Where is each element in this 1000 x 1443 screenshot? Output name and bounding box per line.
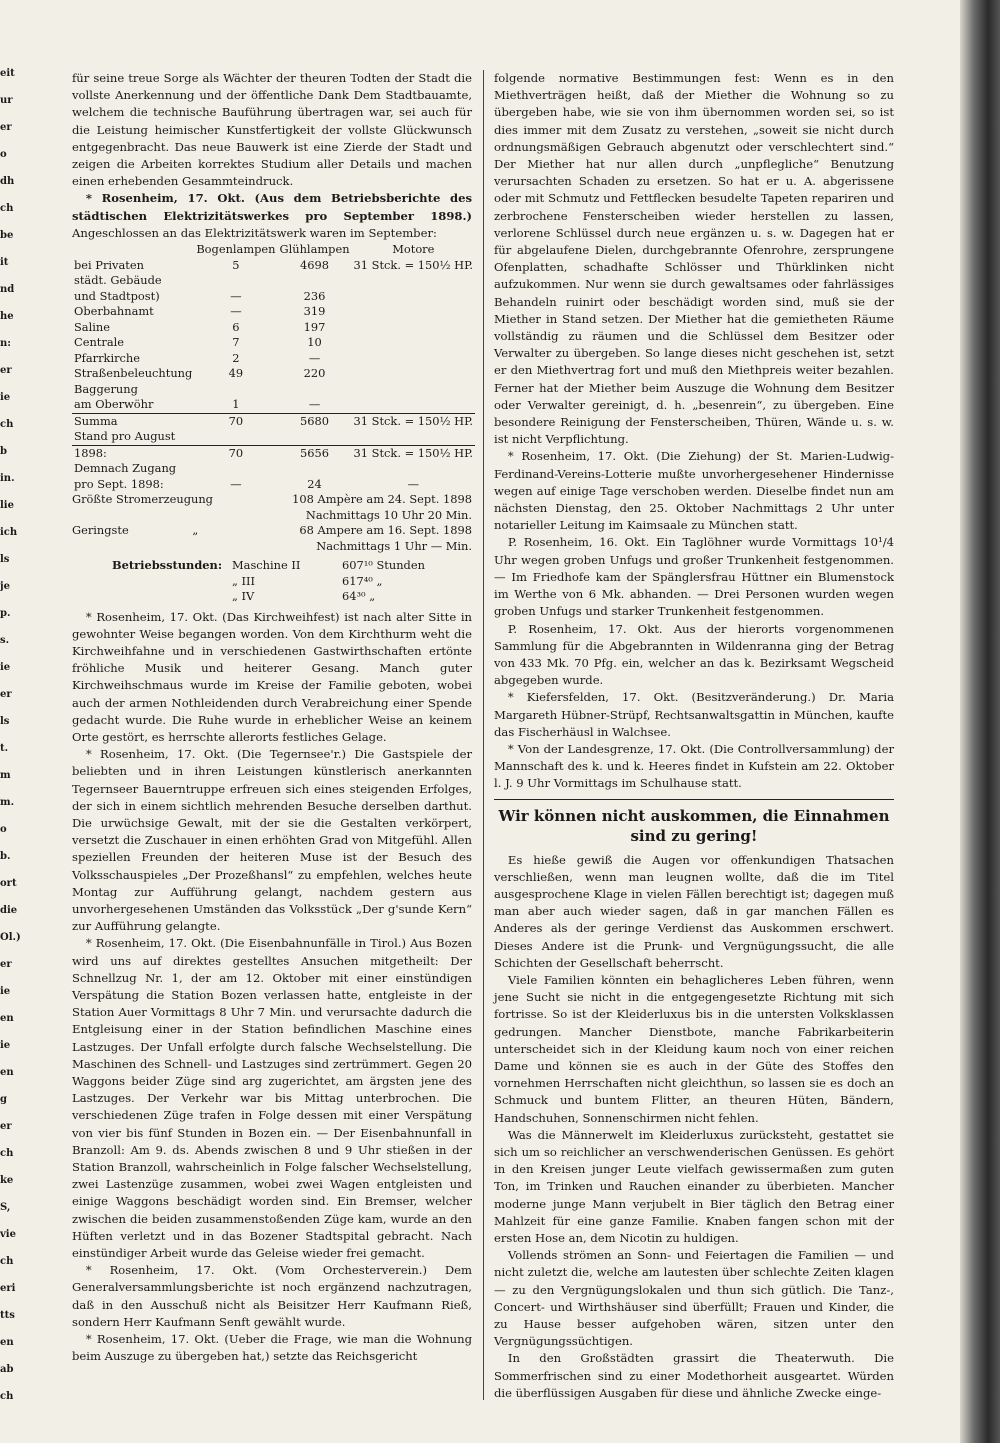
table-cell: 31 Stck. = 150½ HP. xyxy=(353,445,474,460)
table-cell: Pfarrkirche xyxy=(74,350,141,365)
table-cell: 2 xyxy=(232,350,240,365)
table-row xyxy=(72,382,475,398)
table-row xyxy=(72,429,475,445)
operating-hours-row xyxy=(232,558,425,574)
stat-value: Nachmittags 1 Uhr — Min. xyxy=(316,538,472,553)
section-heading xyxy=(494,806,894,846)
left-column xyxy=(72,70,472,1365)
table-cell: am Oberwöhr xyxy=(74,397,154,412)
table-row xyxy=(72,445,475,461)
fragment-text: eit xyxy=(0,68,15,79)
fragment-text: m. xyxy=(0,797,15,808)
fragment-text: o xyxy=(0,149,7,160)
table-cell: 1898: xyxy=(72,445,194,461)
table-row xyxy=(72,320,475,336)
book-spine xyxy=(960,0,1000,1443)
fragment-text: ab xyxy=(0,1364,14,1375)
article-paragraph: Vollends strömen an Sonn- und Feiertagen die Familien — und nicht zuletzt die, welche am lautesten über schlechte Zeiten klagen — zu den Vergnügungslokalen und thun sich gütlich. Die Tanz-, Concert- und Wirthshäuser sind überfüllt; Frauen und Kinder, die zu Hause besser aufgehoben wären, sitzen unter den Vergnügungssüchtigen. xyxy=(494,1248,894,1349)
article-paragraph: * Kiefersfelden, 17. Okt. (Besitzveränderung.) Dr. Maria Margareth Hübner-Strüpf, Rechtsanwaltsgattin in München, kaufte das Fischerhäusl in Walchsee. xyxy=(494,690,894,739)
table-cell xyxy=(278,382,352,398)
table-cell: Oberbahnamt xyxy=(74,304,154,319)
table-cell: — xyxy=(407,476,419,491)
fragment-text: er xyxy=(0,689,12,700)
table-cell: 10 xyxy=(307,335,322,350)
max-power-row xyxy=(72,492,472,508)
fragment-text: be xyxy=(0,230,14,241)
fragment-text: ch xyxy=(0,1256,14,1267)
fragment-text: dh xyxy=(0,176,15,187)
section-heading-line: sind zu gering! xyxy=(630,826,758,845)
fragment-text: er xyxy=(0,365,12,376)
article-paragraph: * Rosenheim, 17. Okt. (Ueber die Frage, wie man die Wohnung beim Auszuge zu übergeben hat,) setzte das Reichsgericht xyxy=(72,1332,472,1364)
stat-value: 68 Ampere am 16. Sept. 1898 xyxy=(299,523,472,538)
article-group xyxy=(72,609,472,1366)
article-paragraph: Was die Männerwelt im Kleiderluxus zurücksteht, gestattet sie sich um so reichlicher an verschwenderischen Genüssen. Es gehört in den Kreisen junger Leute vielfach gewissermaßen zum guten Ton, im Trinken und Rauchen einander zu überbieten. Mancher moderne junge Mann verjubelt in Bier täglich den Betrag einer Mahlzeit für eine ganze Familie. Knaben fangen schon mit der ersten Hose an, dem Nicotin zu huldigen. xyxy=(494,1127,894,1245)
table-cell xyxy=(194,273,277,289)
table-cell: 5656 xyxy=(278,445,352,461)
table-cell: Centrale xyxy=(74,335,124,350)
article-paragraph: * Rosenheim, 17. Okt. (Das Kirchweihfest) ist nach alter Sitte in gewohnter Weise begangen worden. Von dem Kirchthurm weht die Kirchweihfahne und in verschiedenen Gastwirthschaften ertönte fröhliche Musik und heiterer Gesang. Manch guter Kirchweihschmaus wurde im Kreise der Familie geboten, wobei auch der armen Nothleidenden durch Verabreichung einer Spende gedacht wurde. Die Ruhe wurde in erheblicher Weise an keinem Orte gestört, es herrschte allerorts festliches Gelage. xyxy=(72,609,472,744)
table-row xyxy=(72,477,475,493)
table-cell: — xyxy=(230,288,242,303)
fragment-text: ie xyxy=(0,1040,11,1051)
fragment-text: er xyxy=(0,959,12,970)
table-header-cell: Glühlampen xyxy=(279,242,350,257)
fragment-text: it xyxy=(0,257,9,268)
table-header-row xyxy=(72,242,475,258)
table-cell xyxy=(352,304,476,320)
column-divider xyxy=(483,70,484,1400)
article-paragraph: * Rosenheim, 17. Okt. (Vom Orchesterverein.) Dem Generalversammlungsberichte ist noch ergänzend nachzutragen, daß in den Ausschuß nicht als Beisitzer Herr Kaufmann Rieß, sondern Herr Kaufmann Senft gewählt wurde. xyxy=(72,1263,472,1329)
fragment-text: Ol.) xyxy=(0,932,21,943)
fragment-text: eri xyxy=(0,1283,16,1294)
table-cell xyxy=(352,366,476,382)
table-cell: — xyxy=(308,397,321,412)
article-paragraph: folgende normative Bestimmungen fest: Wenn es in den Miethverträgen heißt, daß der Miether die Wohnung so zu übergeben habe, wie sie von ihm übernommen worden sei, so ist dies immer mit dem Zusatz zu verstehen, „soweit sie nicht durch ordnungsmäßigen Gebrauch abgenutzt oder verschlechtert sind.“ Der Miether hat nur allen durch „unpflegliche“ Benutzung verursachten Schaden zu ersetzen. So hat er u. A. abgerissene oder mit Schmutz und Fettflecken besudelte Tapeten repariren und zerbrochene Fensterscheiben wieder herstellen zu lassen, verlorene Schlüssel durch neue ergänzen u. s. w. Dagegen hat er für abgelaufene Dielen, durchgebrannte Ofenrohre, zersprungene Ofenplatten, schadhafte Schlösser und Thürklinken nicht aufzukommen. Nur wenn sie durch gewaltsames oder fahrlässiges Behandeln ruinirt oder beschädigt worden sind, muß sie der Miether in Stand setzen. Der Miether hat die gemietheten Räume vollständig zu räumen und die Schlüssel dem Besitzer oder Verwalter zu übergeben. So lange dieses nicht geschehen ist, setzt er den Miethvertrag fort und muß den Miethpreis weiter bezahlen. Ferner hat der Miether beim Auszuge die Wohnung dem Besitzer oder Verwalter gereinigt, d. h. „besenrein“, zu übergeben. Eine besondere Reinigung der Fensterscheiben, Thüren, Wände u. s. w. ist nicht Verpflichtung. xyxy=(494,71,894,447)
article-dateline: * Rosenheim, 17. Okt. (Aus dem Betriebsberichte des städtischen Elektrizitätswerkes pro September 1898.) xyxy=(72,191,472,223)
fragment-text: t. xyxy=(0,743,9,754)
electricity-statistics-table xyxy=(72,242,475,492)
table-cell: 24 xyxy=(307,476,322,491)
table-cell xyxy=(352,273,476,289)
table-cell: 1 xyxy=(232,397,240,412)
machine-hours: 617⁴⁰ „ xyxy=(342,573,383,588)
machine-label: Maschine II xyxy=(232,558,301,573)
table-cell: — xyxy=(230,304,242,319)
table-cell: 70 xyxy=(194,413,277,429)
table-cell xyxy=(352,351,476,367)
article-paragraph: P. Rosenheim, 17. Okt. Aus der hierorts vorgenommenen Sammlung für die Abgebrannten in Wildenranna ging der Betrag von 433 Mk. 70 Pfg. ein, welcher an das k. Bezirksamt Wegscheid abgegeben wurde. xyxy=(494,621,894,688)
table-row xyxy=(72,258,475,274)
article-paragraph: * Rosenheim, 17. Okt. (Die Eisenbahnunfälle in Tirol.) Aus Bozen wird uns auf direktes gestelltes Ansuchen mitgetheilt: Der Schnellzug Nr. 1, der am 12. Oktober mit einer einstündigen Verspätung die Station Bozen verlassen hatte, entgleiste in der Station Auer Vormittags 8 Uhr 7 Min. und verursachte dadurch die Entgleisung einer in der Station befindlichen Maschine eines Lastzuges. Der Unfall erfolgte durch falsche Wechselstellung. Die Maschinen des Schnell- und Lastzuges sind zertrümmert. Gegen 20 Waggons beider Züge sind arg zugerichtet, am ärgsten jene des Lastzuges. Der Verkehr war bis Mittag unterbrochen. Die verschiedenen Züge trafen in Folge dessen mit einer Verspätung von vier bis fünf Stunden in Bozen ein. — Der Eisenbahnunfall in Branzoll: Am 9. ds. Abends zwischen 8 und 9 Uhr stießen in der Station Branzoll, wahrscheinlich in Folge falscher Wechselstellung, zwei Lastenzüge zusammen, wobei zwei Wagen entgleisten und einige Waggons beschädigt worden sind. Ein Bremser, welcher zwischen die beiden zusammenstoßenden Züge kam, wurde an den Hüften verletzt und in das Bozener Stadtspital gebracht. Nach einstündiger Arbeit wurde das Geleise wieder frei gemacht. xyxy=(72,936,472,1261)
table-cell xyxy=(352,397,476,413)
fragment-text: m xyxy=(0,770,11,781)
stat-value: Nachmittags 10 Uhr 20 Min. xyxy=(305,507,472,522)
fragment-text: o xyxy=(0,824,7,835)
table-cell: Saline xyxy=(74,319,110,334)
fragment-text: ke xyxy=(0,1175,14,1186)
article-paragraph: P. Rosenheim, 16. Okt. Ein Taglöhner wurde Vormittags 10¹/4 Uhr wegen groben Unfugs und großer Trunkenheit festgenommen. — Im Friedhofe kam der Spänglersfrau Hüttner ein Blumenstock im Werthe von 6 Mk. abhanden. — Drei Personen wurden wegen groben Unfugs und starker Trunkenheit festgenommen. xyxy=(494,535,894,619)
table-cell: 31 Stck. = 150½ HP. xyxy=(353,413,474,428)
fragment-text: je xyxy=(0,581,10,592)
table-cell: städt. Gebäude xyxy=(74,273,162,288)
table-cell: bei Privaten xyxy=(74,257,144,272)
fragment-text: ls xyxy=(0,554,10,565)
section-heading-line: Wir können nicht auskommen, die Einnahmen xyxy=(498,806,890,825)
table-cell: 5680 xyxy=(278,413,352,429)
table-cell: und Stadtpost) xyxy=(74,288,160,303)
article-heading xyxy=(72,190,472,242)
table-cell: 7 xyxy=(232,335,240,350)
fragment-text: nd xyxy=(0,284,15,295)
section-rule xyxy=(494,799,894,800)
operating-hours-row xyxy=(232,589,425,605)
table-cell: 319 xyxy=(303,304,326,319)
adjacent-page-fragment xyxy=(0,60,21,1402)
fragment-text: ls xyxy=(0,716,10,727)
power-stats xyxy=(72,492,472,605)
article-paragraph: Viele Familien könnten ein behaglicheres Leben führen, wenn jene Sucht sie nicht in die entgegengesetzte Richtung mit sich fortrisse. So ist der Kleiderluxus bis in die untersten Volksklassen gedrungen. Mancher Dienstbote, manche Fabrikarbeiterin unterscheidet sich in der Kleidung kaum noch von einer reichen Dame und können sie es auch in der Güte des Stoffes den vornehmen Herrschaften nicht gleichthun, so lassen sie es doch an Schmuck und buntem Flitter, an theuren Hüten, Bändern, Handschuhen, Sonnenschirmen nicht fehlen. xyxy=(494,972,894,1125)
machine-hours: 607¹⁰ Stunden xyxy=(342,558,425,573)
fragment-text: ort xyxy=(0,878,17,889)
fragment-text: S, xyxy=(0,1202,11,1213)
table-cell xyxy=(352,320,476,336)
fragment-text: g xyxy=(0,1094,7,1105)
fragment-text: ich xyxy=(0,527,18,538)
article-paragraph: * Rosenheim, 17. Okt. (Die Tegernsee'r.) Die Gastspiele der beliebten und in ihren Leistungen künstlerisch anerkannten Tegernseer Bauerntruppe erfreuen sich eines steigenden Erfolges, der sich in einem sichtlich mehrenden Besuche derselben darthut. Die urwüchsige Gewalt, mit der sie die Gestalten verkörpert, versetzt die Zuschauer in einen erhöhten Grad von Mitgefühl. Allen speziellen Freunden der heiteren Muse ist der Besuch des Volksschauspieles „Der Prozeßhansl“ zu empfehlen, welches heute Montag zur Aufführung gelangt, nachdem gestern aus unvorhergesehenen Umständen das Volksstück „Der g'sunde Kern“ zur Aufführung gelangte. xyxy=(72,747,472,934)
table-cell: 49 xyxy=(228,366,244,381)
fragment-text: b xyxy=(0,446,7,457)
article-paragraph: In den Großstädten grassirt die Theaterwuth. Die Sommerfrischen sind zu einer Modethorheit ausgeartet. Würden die überflüssigen Ausgaben für diese und ähnliche Zwecke einge- xyxy=(494,1351,894,1400)
table-header-cell: Motore xyxy=(392,242,435,257)
table-header-cell xyxy=(72,242,194,258)
min-power-row xyxy=(72,523,472,539)
table-cell xyxy=(194,382,277,398)
fragment-text: er xyxy=(0,1121,12,1132)
fragment-text: s. xyxy=(0,635,10,646)
fragment-text: ie xyxy=(0,392,11,403)
table-cell: pro Sept. 1898: xyxy=(74,476,164,491)
operating-hours xyxy=(72,558,472,605)
table-cell xyxy=(352,289,476,305)
table-cell: Baggerung xyxy=(74,381,138,396)
table-cell: 5 xyxy=(232,257,240,272)
table-row xyxy=(72,273,475,289)
article-paragraph: * Von der Landesgrenze, 17. Okt. (Die Controllversammlung) der Mannschaft des k. und k. Heeres findet in Kufstein am 22. Oktober l. J. 9 Uhr Vormittags im Schulhause statt. xyxy=(494,741,894,791)
fragment-text: ch xyxy=(0,1391,14,1402)
table-row xyxy=(72,397,475,413)
table-cell: — xyxy=(308,350,321,365)
fragment-text: ch xyxy=(0,1148,14,1159)
fragment-text: vie xyxy=(0,1229,16,1240)
fragment-text: ie xyxy=(0,986,11,997)
table-row xyxy=(72,351,475,367)
stat-label: Betriebsstunden: xyxy=(112,558,223,573)
table-cell xyxy=(278,273,352,289)
fragment-text: en xyxy=(0,1067,14,1078)
table-cell: Summa xyxy=(72,413,194,429)
fragment-text: b. xyxy=(0,851,11,862)
table-row xyxy=(72,289,475,305)
table-header-cell: Bogenlampen xyxy=(196,242,276,257)
table-cell: 70 xyxy=(194,445,277,461)
article-paragraph: Es hieße gewiß die Augen vor offenkundigen Thatsachen verschließen, wenn man leugnen wollte, daß die im Titel ausgesprochene Klage in vielen Fällen berechtigt ist; dagegen muß man aber auch wieder sagen, daß in gar manchen Fällen es Anderes als der geringe Verdienst das Auskommen erschwert. Dieses Andere ist die Prunk- und Vergnügungssucht, die alle Schichten der Gesellschaft beherrscht. xyxy=(494,852,894,970)
ditto-mark: „ xyxy=(192,523,199,538)
fragment-text: en xyxy=(0,1337,14,1348)
stat-label-text: Geringste xyxy=(72,523,129,538)
fragment-text: er xyxy=(0,122,12,133)
table-cell: 220 xyxy=(303,366,326,381)
table-cell: 31 Stck. = 150½ HP. xyxy=(353,257,474,272)
article-text: Angeschlossen an das Elektrizitätswerk waren im September: xyxy=(72,225,437,240)
table-cell: Stand pro August xyxy=(74,429,176,444)
fragment-text: lie xyxy=(0,500,14,511)
stat-value: 108 Ampère am 24. Sept. 1898 xyxy=(292,492,472,507)
article-paragraph: für seine treue Sorge als Wächter der theuren Todten der Stadt die vollste Anerkennung und der öffentliche Dank Dem Stadtbauamte, welchem die technische Bauführung übertragen war, sei auch für die Leistung heimischer Kunstfertigkeit der vollste Glückwunsch entgegenbracht. Das neue Bauwerk ist eine Zierde der Stadt und zeigen die Arbeiten korrektes Studium aller Details und machen einen erhebenden Gesammteindruck. xyxy=(72,71,472,189)
table-cell: Demnach Zugang xyxy=(74,461,177,476)
table-cell: Straßenbeleuchtung xyxy=(74,366,193,381)
table-sum-row xyxy=(72,413,475,429)
operating-hours-row xyxy=(232,574,425,590)
article-paragraph: * Rosenheim, 17. Okt. (Die Ziehung) der St. Marien-Ludwig-Ferdinand-Vereins-Lotterie mußte unvorhergesehener Hindernisse wegen auf einige Tage verschoben werden. Dieselbe findet nun am nächsten Dienstag, den 25. Oktober Nachmittags 2 Uhr unter notarieller Leitung im Kaimsaale zu München statt. xyxy=(494,449,894,533)
fragment-text: in. xyxy=(0,473,15,484)
table-cell: 197 xyxy=(303,319,326,334)
fragment-text: ie xyxy=(0,662,11,673)
fragment-text: die xyxy=(0,905,18,916)
stat-label: Größte Stromerzeugung xyxy=(72,492,213,507)
table-cell xyxy=(352,335,476,351)
fragment-text: he xyxy=(0,311,14,322)
table-row xyxy=(72,335,475,351)
table-cell: 6 xyxy=(232,319,240,334)
fragment-text: ur xyxy=(0,95,13,106)
table-row xyxy=(72,304,475,320)
table-cell: — xyxy=(230,476,242,491)
table-cell: 236 xyxy=(303,288,326,303)
fragment-text: tts xyxy=(0,1310,15,1321)
fragment-text: p. xyxy=(0,608,11,619)
fragment-text: ch xyxy=(0,203,14,214)
stat-label xyxy=(72,523,198,539)
table-cell xyxy=(352,382,476,398)
table-row xyxy=(72,461,475,477)
fragment-text: en xyxy=(0,1013,14,1024)
table-row xyxy=(72,366,475,382)
table-cell: 4698 xyxy=(300,257,330,272)
fragment-text: n: xyxy=(0,338,11,349)
right-column xyxy=(494,70,894,1402)
machine-hours: 64³⁰ „ xyxy=(342,589,376,604)
fragment-text: ch xyxy=(0,419,14,430)
machine-label: „ IV xyxy=(232,589,255,604)
operating-hours-list xyxy=(232,558,425,605)
machine-label: „ III xyxy=(232,573,256,588)
